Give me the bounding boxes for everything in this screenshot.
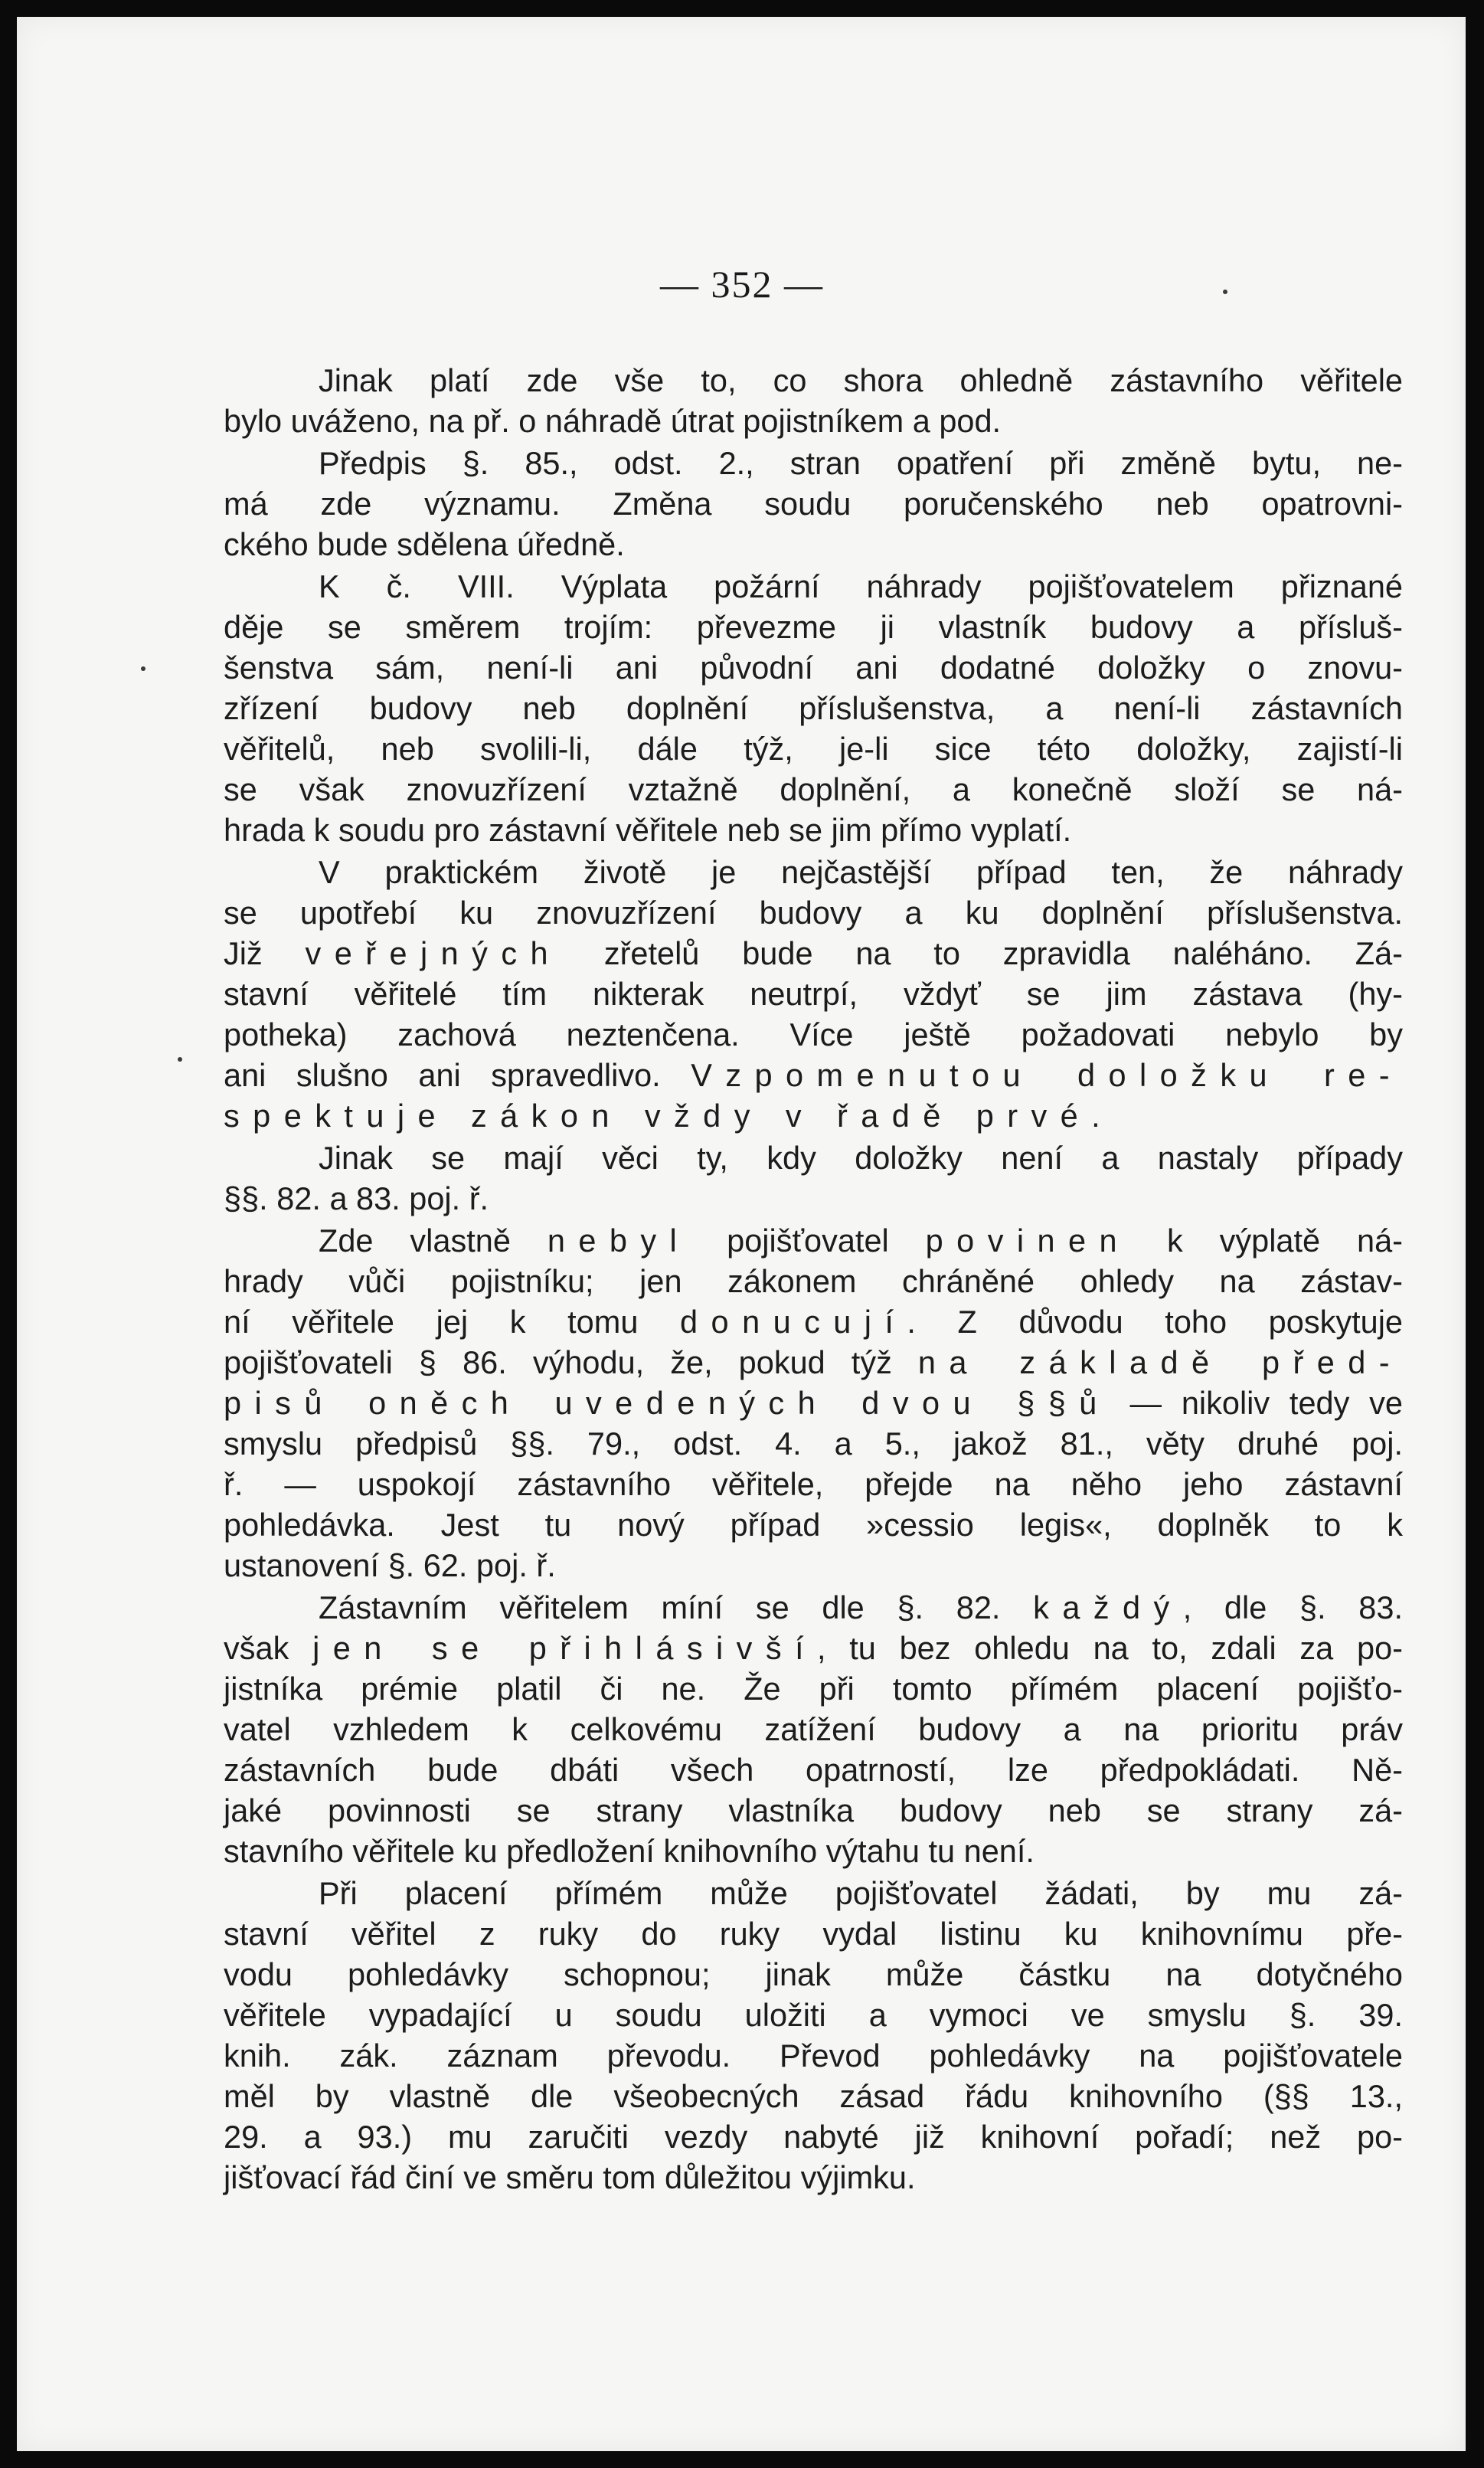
text-line — [224, 483, 1403, 524]
text-line — [224, 1831, 1403, 1871]
text-line — [224, 1873, 1403, 1913]
text-line — [224, 1913, 1403, 1954]
text-line — [224, 2116, 1403, 2157]
text-run: §§. 82. a 83. poj. ř. — [224, 1180, 489, 1216]
text-run: jaké povinnosti se strany vlastníka budovy neb se strany zá- — [224, 1792, 1403, 1828]
text-line — [224, 1954, 1403, 1995]
text-run: má zde významu. Změna soudu poručenského neb opatrovni- — [224, 486, 1403, 522]
text-run: hrada k soudu pro zástavní věřitele neb se jim přímo vyplatí. — [224, 812, 1072, 848]
text-line — [224, 360, 1403, 401]
text-run: měl by vlastně dle všeobecných zásad řádu knihovního (§§ 13., — [224, 2078, 1403, 2114]
text-line — [224, 1220, 1403, 1261]
text-run: však — [224, 1630, 313, 1666]
paragraph — [224, 1220, 1403, 1586]
text-run: zřetelů bude na to zpravidla naléháno. Zá- — [561, 935, 1403, 971]
text-line — [224, 1628, 1403, 1668]
text-run: , tu bez ohledu na to, zdali za po- — [816, 1630, 1403, 1666]
emphasized-text: veřejných — [305, 935, 562, 971]
paragraph — [224, 1873, 1403, 2198]
text-line — [224, 1545, 1403, 1586]
text-line — [224, 1668, 1403, 1709]
text-run: k výplatě ná- — [1130, 1223, 1404, 1259]
text-run: ustanovení §. 62. poj. ř. — [224, 1547, 556, 1583]
paragraph — [224, 443, 1403, 565]
text-line — [224, 1709, 1403, 1750]
text-line — [224, 2035, 1403, 2076]
text-line — [224, 1301, 1403, 1342]
text-run: zástavních bude dbáti všech opatrností, lze předpokládati. Ně- — [224, 1752, 1403, 1788]
text-line — [224, 1504, 1403, 1545]
text-line — [224, 2076, 1403, 2116]
text-run: stavní věřitelé tím nikterak neutrpí, vždyť se jim zástava (hy- — [224, 976, 1403, 1012]
text-line — [224, 1790, 1403, 1831]
paragraph — [224, 1137, 1403, 1219]
text-run: jišťovací řád činí ve směru tom důležitou výjimku. — [224, 2159, 916, 2195]
text-run: bylo uváženo, na př. o náhradě útrat pojistníkem a pod. — [224, 403, 1002, 439]
text-run: V praktickém životě je nejčastější případ ten, že náhrady — [319, 854, 1403, 890]
paragraph — [224, 566, 1403, 850]
page-number: — 352 — — [660, 263, 824, 306]
text-line — [224, 728, 1403, 769]
text-line — [224, 1014, 1403, 1055]
emphasized-text: pisů oněch uvedených dvou §§ů — [224, 1385, 1110, 1421]
body-text — [224, 360, 1403, 2199]
text-line — [224, 1423, 1403, 1464]
emphasized-text: jen se přihlásivší — [312, 1630, 817, 1666]
text-run: jistníka prémie platil či ne. Že při tomto přímém placení pojišťo- — [224, 1671, 1403, 1707]
text-run: ní věřitele jej k tomu — [224, 1304, 681, 1340]
text-line — [224, 769, 1403, 810]
text-line — [224, 810, 1403, 850]
text-run: stavní věřitel z ruky do ruky vydal listinu ku knihovnímu pře- — [224, 1916, 1403, 1952]
text-run: 29. a 93.) mu zaručiti vezdy nabyté již knihovní pořadí; než po- — [224, 2119, 1403, 2155]
text-run: Při placení přímém může pojišťovatel žádati, by mu zá- — [319, 1875, 1403, 1911]
text-run: pohledávka. Jest tu nový případ »cessio legis«, doplněk to k — [224, 1507, 1403, 1543]
text-run: Jinak platí zde vše to, co shora ohledně zástavního věřitele — [319, 362, 1403, 398]
text-run: věřitele vypadající u soudu uložiti a vymoci ve smyslu §. 39. — [224, 1997, 1403, 2033]
text-line — [224, 1587, 1403, 1628]
text-line — [224, 566, 1403, 607]
text-line — [224, 1095, 1403, 1136]
text-run: smyslu předpisů §§. 79., odst. 4. a 5., jakož 81., věty druhé poj. — [224, 1425, 1403, 1461]
text-line — [224, 1342, 1403, 1383]
text-run: zřízení budovy neb doplnění příslušenstva, a není-li zástavních — [224, 690, 1403, 726]
text-run: ř. — uspokojí zástavního věřitele, přejde na něho jeho zástavní — [224, 1466, 1403, 1502]
paragraph — [224, 360, 1403, 441]
text-line — [224, 1995, 1403, 2035]
emphasized-text: spektuje zákon vždy v řadě prvé. — [224, 1098, 1114, 1134]
emphasized-text: nebyl — [547, 1223, 691, 1259]
text-run: pojišťovateli § 86. výhodu, že, pokud týž — [224, 1344, 918, 1380]
text-line — [224, 1055, 1403, 1095]
emphasized-text: povinen — [925, 1223, 1131, 1259]
text-run: Zde vlastně — [319, 1223, 548, 1259]
text-line — [224, 2157, 1403, 2198]
emphasized-text: donucují — [680, 1304, 907, 1340]
emphasized-text: Vzpomenutou doložku re- — [691, 1057, 1403, 1093]
print-speck — [141, 666, 145, 671]
text-line — [224, 1383, 1403, 1423]
text-run: šenstva sám, není-li ani původní ani dodatné doložky o znovu- — [224, 650, 1403, 686]
text-run: Předpis §. 85., odst. 2., stran opatření při změně bytu, ne- — [319, 445, 1403, 481]
text-run: , dle §. 83. — [1182, 1589, 1403, 1625]
text-line — [224, 933, 1403, 974]
text-line — [224, 974, 1403, 1014]
text-run: pojišťovatel — [690, 1223, 926, 1259]
text-line — [224, 1137, 1403, 1178]
text-line — [224, 1750, 1403, 1790]
text-run: vodu pohledávky schopnou; jinak může částku na dotyčného — [224, 1956, 1403, 1992]
text-line — [224, 607, 1403, 647]
text-line — [224, 892, 1403, 933]
emphasized-text: každý — [1033, 1589, 1183, 1625]
emphasized-text: na základě před- — [917, 1344, 1403, 1380]
text-line — [224, 1261, 1403, 1301]
text-run: Jinak se mají věci ty, kdy doložky není a nastaly případy — [319, 1140, 1403, 1176]
paragraph — [224, 852, 1403, 1136]
text-line — [224, 401, 1403, 441]
text-line — [224, 443, 1403, 483]
text-run: ckého bude sdělena úředně. — [224, 526, 625, 562]
print-speck — [178, 1057, 182, 1062]
text-run: Již — [224, 935, 306, 971]
text-run: Zástavním věřitelem míní se dle §. 82. — [319, 1589, 1034, 1625]
text-line — [224, 852, 1403, 892]
text-line — [224, 1178, 1403, 1219]
text-run: stavního věřitele ku předložení knihovního výtahu tu není. — [224, 1833, 1035, 1869]
text-run: věřitelů, neb svolili-li, dále týž, je-li sice této doložky, zajistí-li — [224, 731, 1403, 767]
text-run: — nikoliv tedy ve — [1110, 1385, 1403, 1421]
text-run: se upotřebí ku znovuzřízení budovy a ku doplnění příslušenstva. — [224, 895, 1403, 931]
text-line — [224, 1464, 1403, 1504]
text-run: knih. zák. záznam převodu. Převod pohledávky na pojišťovatele — [224, 2038, 1403, 2074]
text-line — [224, 524, 1403, 565]
text-run: se však znovuzřízení vztažně doplnění, a konečně složí se ná- — [224, 771, 1403, 807]
text-run: . Z důvodu toho poskytuje — [907, 1304, 1404, 1340]
text-line — [224, 647, 1403, 688]
text-line — [224, 688, 1403, 728]
text-run: hrady vůči pojistníku; jen zákonem chráněné ohledy na zástav- — [224, 1263, 1403, 1299]
text-run: děje se směrem trojím: převezme ji vlastník budovy a přísluš- — [224, 609, 1403, 645]
paragraph — [224, 1587, 1403, 1871]
text-run: potheka) zachová neztenčena. Více ještě požadovati nebylo by — [224, 1016, 1403, 1052]
text-run: vatel vzhledem k celkovému zatížení budovy a na prioritu práv — [224, 1711, 1403, 1747]
text-run: K č. VIII. Výplata požární náhrady pojišťovatelem přiznané — [319, 568, 1403, 604]
text-run: ani slušno ani spravedlivo. — [224, 1057, 691, 1093]
